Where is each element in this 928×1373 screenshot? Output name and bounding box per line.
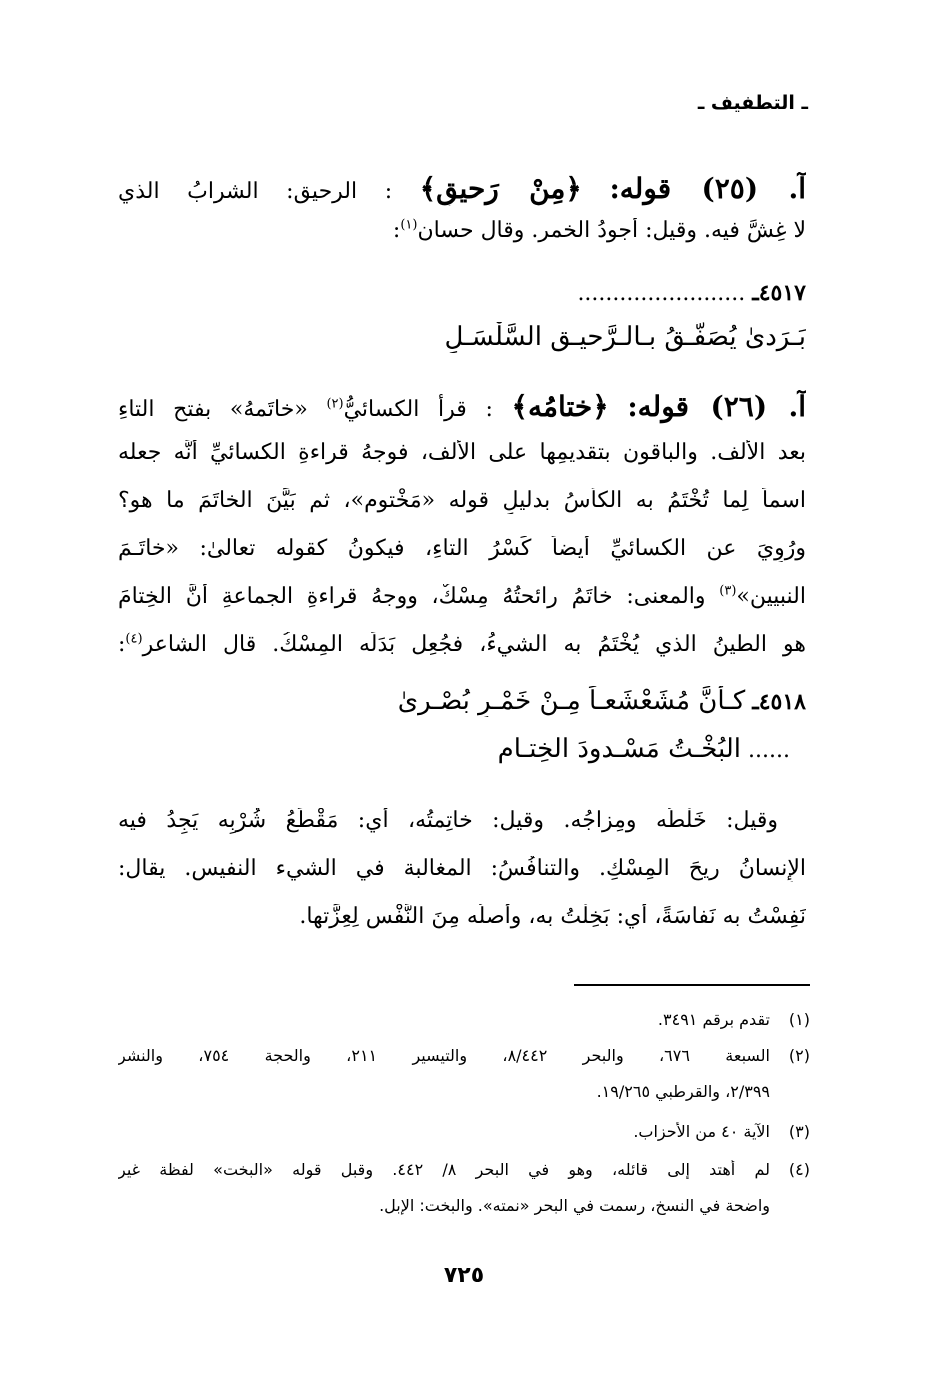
- verse26-line4: ورُوِيَ عن الكسائيِّ أيضاً كَسْرُ التاءِ، فيكونُ كقوله تعالىٰ: «خاتَـمَ: [118, 536, 806, 561]
- poem-dots: ......: [748, 738, 790, 763]
- footnote-3: (٣)الآية ٤٠ من الأحزاب.: [633, 1122, 810, 1141]
- footnote-4-cont: واضحة في النسخ، رسمت في البحر «نمته». والبخت: الإبل.: [379, 1196, 770, 1215]
- page-number: ٧٢٥: [443, 1263, 485, 1288]
- poem4517-line1: [118, 280, 806, 307]
- verse25-line2: لا غِشَّ فيه. وقيل: أجودُ الخمر. وقال حسان$^{(١)}$:: [392, 218, 806, 243]
- poem4518-hemistich1: كـأنَّ مُشَعْشَعـاً مِـنْ خَمْـرِ بُصْـرىٰ: [397, 686, 746, 716]
- verse26-label: آ. (٢٦) قوله:: [627, 390, 806, 423]
- verse26-line2: بعد الألف. والباقون بتقديمِها على الألف، فوجهُ قراءةِ الكسائيِّ أنَّه جعله: [118, 440, 806, 465]
- footnote-ref: (٤): [125, 632, 143, 647]
- footnote-divider: [574, 984, 810, 986]
- verse26-line1: آ. (٢٦) قوله: ﴿ختامُه﴾ : قرأ الكسائيُّ$^{(٢)}$ «خاتَمهُ» بفتح التاءِ: [118, 390, 806, 423]
- footnote-1: (١)تقدم برقم ٣٤٩١.: [657, 1010, 810, 1029]
- poem4518-hemistich2: البُخْـتُ مَسْـدودَ الخِتـامِ: [497, 734, 742, 764]
- verse25-text: : الرحيق: الشرابُ الذي: [118, 179, 393, 204]
- verse26-line3: اسماً لِما تُخْتَمُ به الكأسُ بدليلِ قوله «مَخْتوم»، ثم بَيَّنَ الخاتَمَ ما هو؟: [118, 488, 806, 513]
- footnote-2: (٢)السبعة ٦٧٦، والبحر ٨/٤٤٢، والتيسير ٢١١، والحجة ٧٥٤، والنشر: [118, 1046, 810, 1065]
- poem-dots: ........................: [577, 281, 746, 306]
- poem-number: ٤٥١٨ـ: [752, 689, 806, 715]
- verse26-quran: ﴿ختامُه﴾: [511, 390, 609, 423]
- footnote-number: (٣): [788, 1122, 810, 1141]
- paragraph-line3: نَفِسْتُ به نَفاسَةً، أي: بَخِلْتُ به، وأصلُه مِنَ النَّفْس لِعِزَّتها.: [299, 904, 806, 929]
- verse25-line1: [118, 172, 806, 206]
- poem4517-hemistich: بَـرَدىٰ يُصَفَّـقُ بـالـرَّحيـقِ السَّلْسَـلِ: [444, 322, 806, 352]
- verse25-quran: ﴿مِنْ رَحيقٍ﴾: [419, 172, 582, 205]
- verse26-line6: هو الطينُ الذي يُخْتَمُ به الشيءُ، فجُعِل بَدَلَه المِسْكُ. قال الشاعر$^{(٤)}$:: [118, 632, 806, 657]
- poem-number: ٤٥١٧ـ: [752, 280, 806, 306]
- footnote-number: (١): [788, 1010, 810, 1029]
- paragraph-line2: الإِنسانُ ريحَ المِسْكِ. والتنافُسُ: المغالبة في الشيء النفيس. يقال:: [118, 856, 806, 881]
- verse25-label: آ. (٢٥) قوله:: [609, 172, 806, 205]
- footnote-ref: (٢): [326, 396, 344, 412]
- paragraph-line1: وقيل: خَلْطُه ومِزاجُه. وقيل: خاتِمتُه، أي: مَقْطَعُ شُرْبِه يَجِدُ فيه: [118, 808, 778, 833]
- verse26-line5: النبيين»$^{(٣)}$ والمعنى: خاتَمُ رائحتُهُ مِسْكٌ، ووجهُ قراءةِ الجماعةِ أنَّ الخِتامَ: [118, 584, 806, 609]
- footnote-2-cont: ٢/٣٩٩، والقرطبي ١٩/٢٦٥.: [596, 1082, 770, 1101]
- poem4518-line1: [118, 686, 806, 717]
- footnote-ref: (١): [400, 218, 418, 233]
- footnote-4: (٤)لم أهتد إلى قائله، وهو في البحر ٨/ ٤٤٢. وقبل قوله «البخت» لفظة غير: [118, 1160, 810, 1179]
- poem4518-line2: [118, 734, 790, 765]
- footnote-number: (٤): [788, 1160, 810, 1179]
- footnote-number: (٢): [788, 1046, 810, 1065]
- running-head: ـ التطفيف ـ: [697, 92, 808, 114]
- footnote-ref: (٣): [719, 584, 737, 599]
